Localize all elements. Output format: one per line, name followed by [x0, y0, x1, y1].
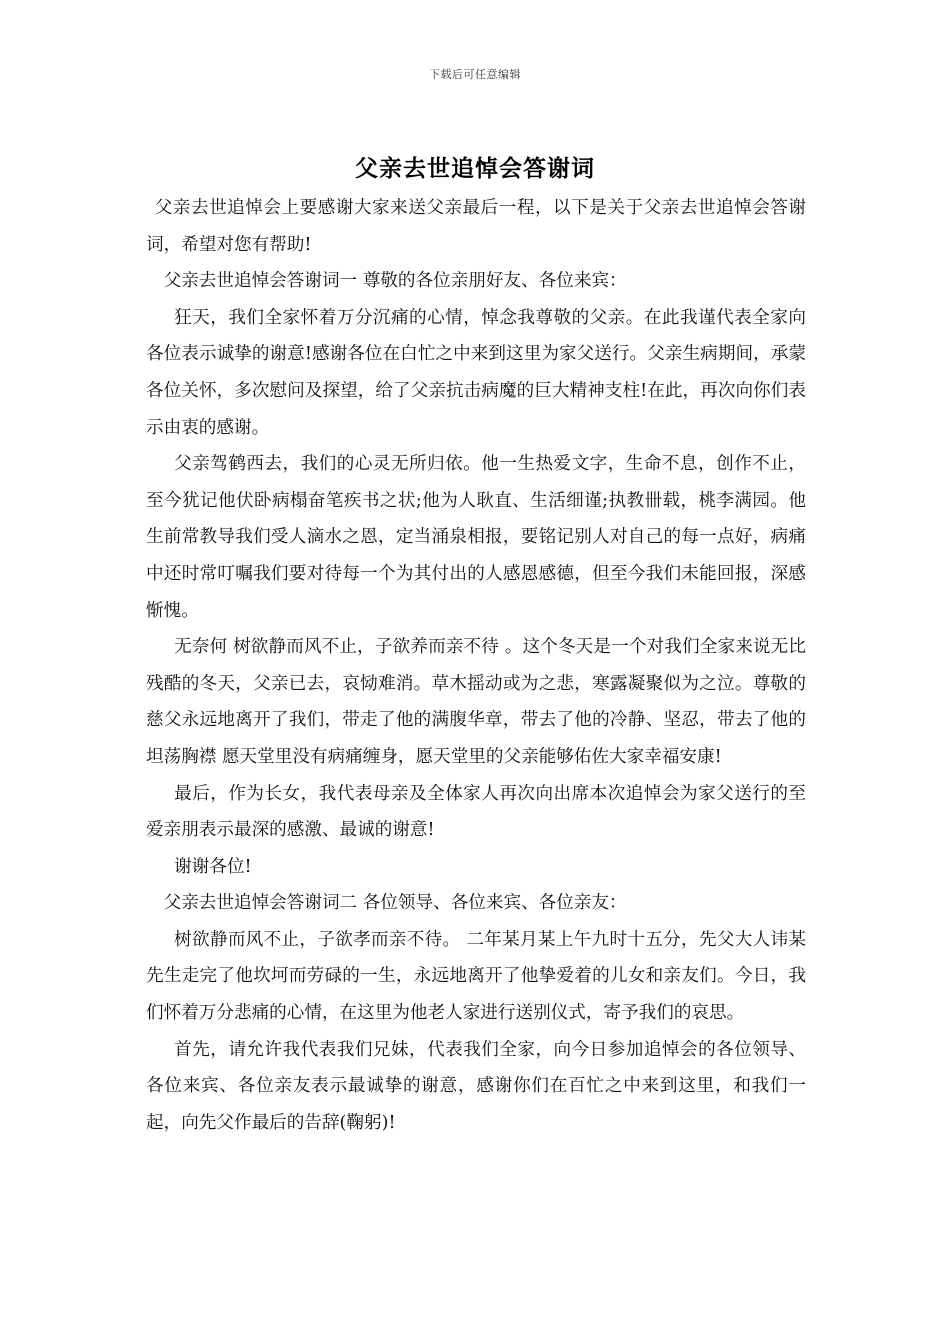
body-paragraph: 父亲驾鹤西去，我们的心灵无所归依。他一生热爱文字，生命不息，创作不止，至今犹记他伏卧病榻奋笔疾书之状;他为人耿直、生活细谨;执教卌载，桃李满园。他生前常教导我们受人滴水之恩，定当涌泉相报，要铭记别人对自己的每一点好，病痛中还时常叮嘱我们要对待每一个为其付出的人感恩感德，但至今我们未能回报，深感惭愧。 — [146, 454, 806, 621]
body-paragraph: 最后，作为长女，我代表母亲及全体家人再次向出席本次追悼会为家父送行的至爱亲朋表示最深的感激、最诚的谢意! — [146, 783, 806, 841]
body-paragraph: 狂天，我们全家怀着万分沉痛的心情，悼念我尊敬的父亲。在此我谨代表全家向各位表示诚挚的谢意!感谢各位在白忙之中来到这里为家父送行。父亲生病期间，承蒙各位关怀，多次慰问及探望，给了父亲抗击病魔的巨大精神支柱!在此，再次向你们表示由衷的感谢。 — [146, 307, 806, 438]
section-heading-one: 父亲去世追悼会答谢词一 尊敬的各位亲朋好友、各位来宾： — [163, 271, 627, 292]
body-paragraph: 首先，请允许我代表我们兄妹，代表我们全家，向今日参加追悼会的各位领导、各位来宾、各位亲友表示最诚挚的谢意，感谢你们在百忙之中来到这里，和我们一起，向先父作最后的告辞(鞠躬)! — [146, 1039, 806, 1133]
document-title: 父亲去世追悼会答谢词 — [355, 155, 595, 182]
intro-paragraph: 父亲去世追悼会上要感谢大家来送父亲最后一程，以下是关于父亲去世追悼会答谢词，希望对您有帮助! — [146, 198, 806, 255]
thanks-line: 谢谢各位! — [174, 856, 252, 877]
body-paragraph: 树欲静而风不止，子欲孝而亲不待。 二年某月某上午九时十五分，先父大人讳某先生走完了他坎坷而劳碌的一生，永远地离开了他挚爱着的儿女和亲友们。今日，我们怀着万分悲痛的心情，在这里为他老人家进行送别仪式，寄予我们的哀思。 — [146, 929, 806, 1024]
section-heading-two: 父亲去世追悼会答谢词二 各位领导、各位来宾、各位亲友： — [163, 893, 627, 914]
header-note: 下载后可任意编辑 — [429, 68, 521, 81]
document-body — [146, 190, 806, 1141]
body-paragraph: 无奈何 树欲静而风不止，子欲养而亲不待 。这个冬天是一个对我们全家来说无比残酷的冬天，父亲已去，哀恸难消。草木摇动或为之悲，寒露凝聚似为之泣。尊敬的慈父永远地离开了我们，带走了他的满腹华章，带去了他的冷静、坚忍，带去了他的坦荡胸襟 愿天堂里没有病痛缠身，愿天堂里的父亲能够佑佐大家幸福安康! — [146, 637, 806, 767]
